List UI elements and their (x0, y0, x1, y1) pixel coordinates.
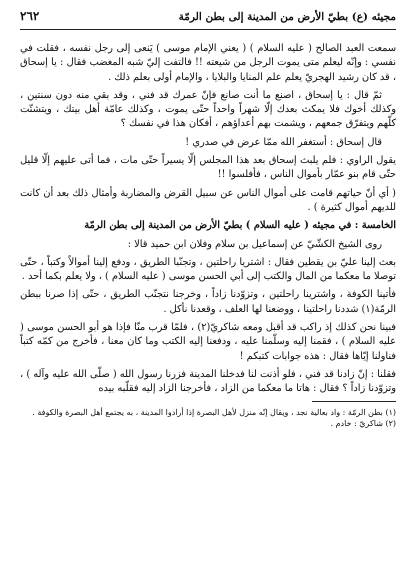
paragraph: روى الشيخ الكشّيّ عن إسماعيل بن سلام وفلان ابن حميد قالا : (127, 238, 382, 250)
paragraph: سمعت العبد الصالح ( عليه السلام ) ( يعني الإمام موسى ) يَنعى إلى رجل نفسه ، فقلت في نفسي : وإنّه ليعلم متى يموت الرجل من شيعته !! فالتفت إليّ شبه المغضب فقال : يا إسحاق ، قد كان رشيد الهجريّ يعلم علم المنايا والبلايا ، والإمام أولى بعلم ذلك . (20, 43, 396, 83)
paragraph: فأتينا الكوفة ، واشترينا راحلتين ، وتزوّدنا زاداً ، وخرجنا نتجنّب الطريق ، حتّى إذا صرنا ببطن الرمّة(١) شددنا راحلتينا ، ووضعنا لها العلف ، وقعدنا نأكل . (20, 289, 396, 315)
header-divider (20, 29, 396, 30)
paragraph: بعث إلينا عليّ بن يقطين فقال : اشتريا راحلتين ، وتجنّبا الطريق ، ودفع إلينا أموالاً وكتباً ، حتّى توصلا ما معكما من المال والكتب إلى أبي الحسن موسى ( عليه السلام ) ، ولا يعلم بكما أحد . (20, 256, 396, 283)
page-number: ٢٦٢ (20, 9, 40, 23)
paragraph: فقلنا : إنّ زادنا قد فني ، فلو أذنت لنا فدخلنا المدينة فزرنا رسول الله ( صلّى الله عليه وآله ) ، وتزوّدنا زاداً ؟ فقال : هاتا ما معكما من الزاد ، فأخرجنا الزاد إليه فقلّبه بيده (20, 368, 396, 395)
footnote-divider (312, 401, 396, 402)
footnote: (١) بطن الرمّة : واد بعالية نجد ، ويقال إنّه منزل لأهل البصرة إذا أرادوا المدينة ، به يجتمع أهل البصرة والكوفة . (32, 407, 396, 417)
body-text (20, 42, 396, 397)
running-header (20, 8, 396, 24)
paragraph: قال إسحاق : أستغفر الله ممّا عرض في صدري ! (185, 136, 382, 148)
section-heading: الخامسة : في مجيئه ( عليه السلام ) بطيّ الأرض من المدينة إلى بطن الرمّة (84, 220, 396, 232)
paragraph: يقول الراوي : فلم يلبث إسحاق بعد هذا المجلس إلّا يسيراً حتّى مات ، فما أتى عليهم إلّا قليل حتّى قام بنو عمّار بأموال الناس ، فأفلسوا !! (20, 155, 396, 181)
paragraph: فبينا نحن كذلك إذ راكب قد أقبل ومعه شاكريّ(٢) ، فلمّا قرب منّا فإذا هو أبو الحسن موسى ( عليه السلام ) ، فقمنا إليه وسلّمنا عليه ، ودفعنا إليه الكتب وما كان معنا ، فأخرج من كمّه كتباً فناولنا إيّاها فقال : هذه جوابات كتبكم ! (20, 322, 396, 362)
footnotes (20, 407, 396, 430)
paragraph: ( أي أنّ حياتهم قامت على أموال الناس عن سبيل القرض والمضاربة وأمثال ذلك بعد أن كانت للديهم أموال كثيرة ) . (20, 187, 396, 213)
paragraph: ثمّ قال : يا إسحاق ، اصنع ما أنت صانع فإنّ عمرك قد فني ، وقد بقي منه دون سنتين ، وكذلك أخوك فلا يمكث بعدك إلّا شهراً واحداً حتّى يموت ، وكذلك عامّة أهل بيتك ، ويتشتّت كلّهم ويتفرّق جمعهم ، ويشمت بهم أعداؤهم ، أفكان هذا في نفسك ؟ (20, 89, 396, 130)
running-header-title: مجيئه (ع) بطيّ الأرض من المدينة إلى بطن الرمّة (178, 11, 396, 23)
footnote: (٢) شاكريّ : خادم . (330, 419, 396, 429)
